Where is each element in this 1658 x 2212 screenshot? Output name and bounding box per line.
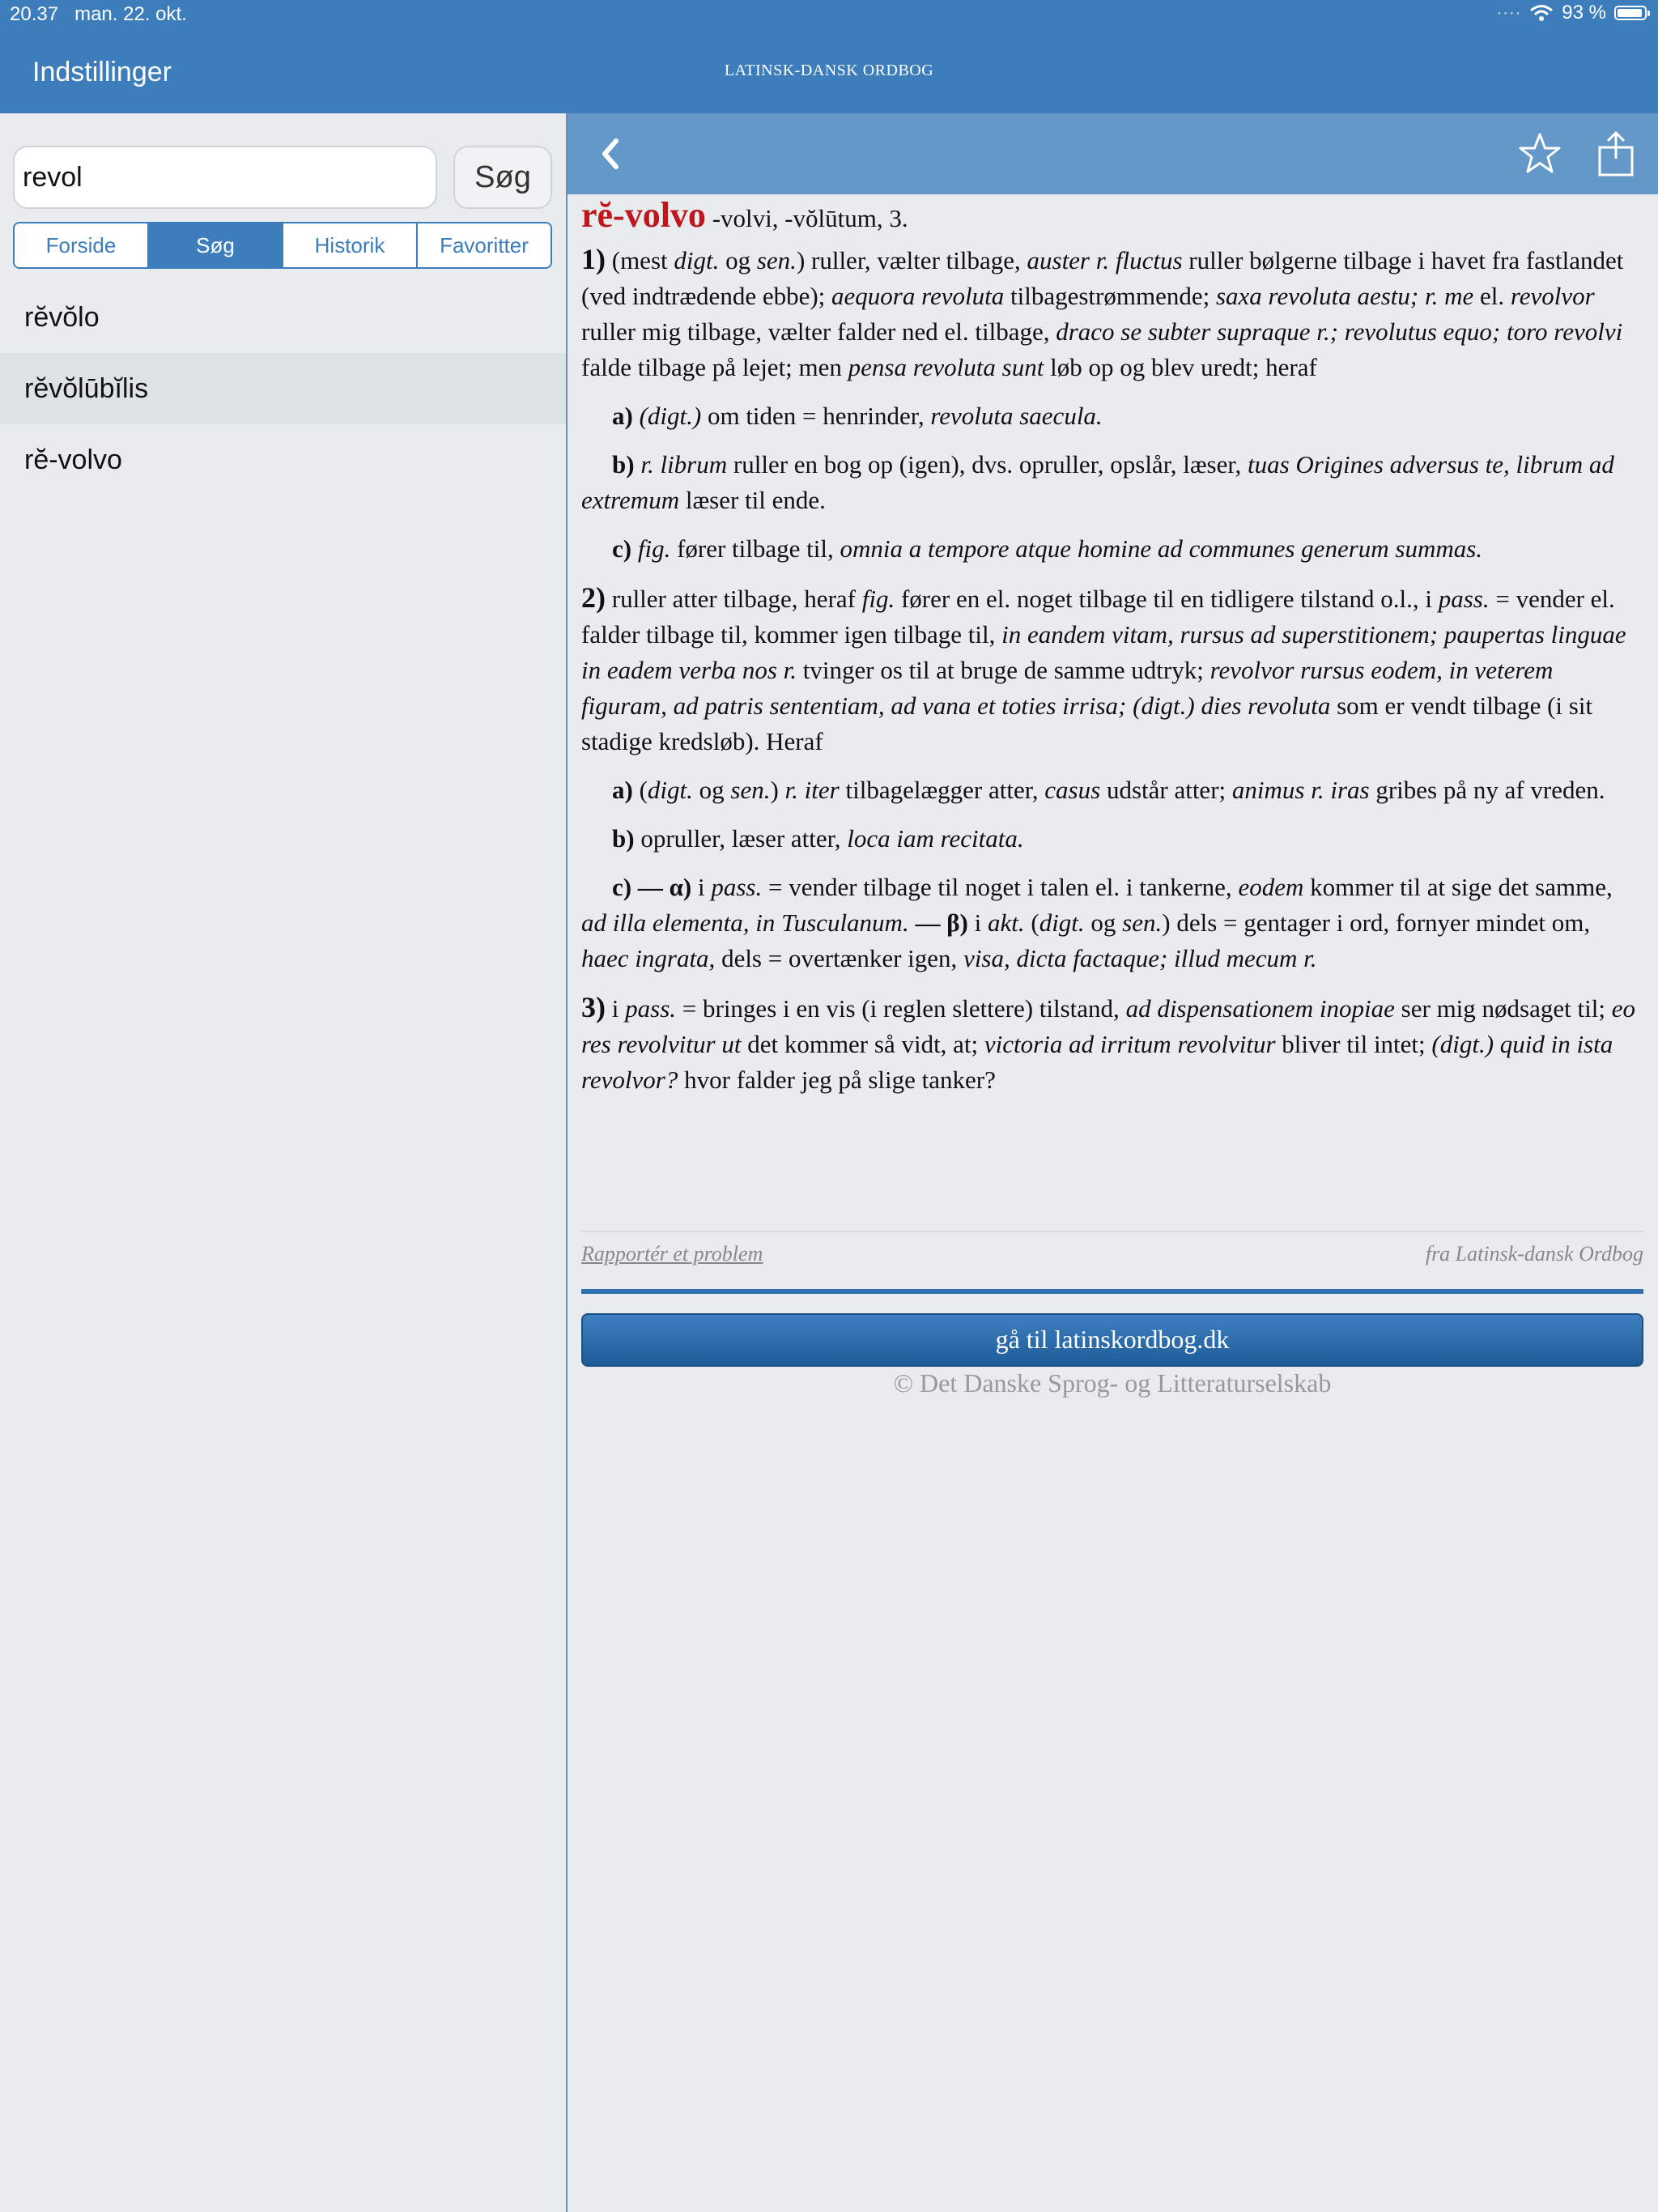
sense-3: 3) i pass. = bringes i en vis (i reglen slettere) tilstand, ad dispensationem inopiae ser mig nødsaget til; eo res revolvitur ut det kommer så vidt, at; victoria ad irritum revolvitur bliver til intet; (digt.) quid in ista revolvor? hvor falder jeg på slige tanker? [581,991,1635,1094]
result-item-revolubilis[interactable]: rĕvŏlūbĭlis [0,353,566,424]
top-header [0,0,1658,113]
panel-divider [566,113,568,2212]
sense-1: 1) (mest digt. og sen.) ruller, vælter tilbage, auster r. fluctus ruller bølgerne tilbage i havet fra fastlandet (ved indtrædende ebbe); aequora revoluta tilbagestrømmende; saxa revoluta aestu; r. me el. revolvor ruller mig tilbage, vælter falder ned el. tilbage, draco se subter supraque r.; revolutus equo; toro revolvi falde tilbage på lejet; men pensa revoluta sunt løb op og blev uredt; heraf [581,243,1624,381]
status-date: man. 22. okt. [74,3,187,25]
sense-1a: a) (digt.) om tiden = henrinder, revoluta saecula. [612,402,1103,430]
search-button[interactable]: Søg [453,146,552,209]
source-text: fra Latinsk-dansk Ordbog [1425,1242,1643,1266]
status-time: 20.37 [10,3,59,25]
tab-soeg[interactable]: Søg [147,223,282,267]
grammar-info: -volvi, -vŏlūtum, 3. [712,204,908,232]
sense-1b: b) r. librum ruller en bog op (igen), dvs. opruller, opslår, læser, tuas Origines adversus te, librum ad extremum læser til ende. [581,450,1614,514]
result-item-revolvo[interactable]: rĕ-volvo [24,444,122,475]
go-to-website-button[interactable]: gå til latinskordbog.dk [581,1313,1643,1367]
battery-icon [1614,6,1647,20]
dictionary-entry [581,195,1643,1111]
detail-toolbar [568,113,1658,194]
share-icon[interactable] [1595,130,1637,178]
star-outline-icon[interactable] [1517,131,1562,177]
tab-forside[interactable]: Forside [15,223,147,267]
divider-rule [581,1289,1643,1294]
tab-historik[interactable]: Historik [282,223,416,267]
wifi-icon [1529,4,1554,22]
entry-header [581,195,1643,236]
settings-button[interactable]: Indstillinger [32,57,172,87]
sense-2c: c) — α) i pass. = vender tilbage til noget i talen el. i tankerne, eodem kommer til at sige det samme, ad illa elementa, in Tusculanum. — β) i akt. (digt. og sen.) dels = gentager i ord, fornyer mindet om, haec ingrata, dels = overtænker igen, visa, dicta factaque; illud mecum r. [581,873,1613,972]
sense-1c: c) fig. fører tilbage til, omnia a tempore atque homine ad communes generum summas. [612,534,1483,563]
sense-2a: a) (digt. og sen.) r. iter tilbagelægger atter, casus udstår atter; animus r. iras gribes på ny af vreden. [612,776,1605,804]
search-input[interactable] [13,146,437,209]
result-item-revolo[interactable]: rĕvŏlo [24,301,100,333]
result-list [0,282,566,496]
copyright-text: © Det Danske Sprog- og Litteraturselskab [893,1368,1332,1397]
sense-2: 2) ruller atter tilbage, heraf fig. fører en el. noget tilbage til en tidligere tilstand o.l., i pass. = vender el. falder tilbage til, kommer igen tilbage til, in eandem vitam, rursus ad superstitionem; paupertas linguae in eadem verba nos r. tvinger os til at bruge de samme udtryk; revolvor rursus eodem, in veterem figuram, ad patris sententiam, ad vana et toties irrisa; (digt.) dies revoluta som er vendt tilbage (i sit stadige kredsløb). Heraf [581,581,1626,755]
chevron-left-icon[interactable] [595,136,627,172]
sense-2b: b) opruller, læser atter, loca iam recitata. [612,824,1024,853]
status-time-date [10,3,187,26]
battery-percent: 93 % [1562,2,1606,23]
status-indicators [1497,2,1647,24]
tab-favoritter[interactable]: Favoritter [416,223,551,267]
report-problem-link[interactable]: Rapportér et problem [581,1242,763,1266]
source-row [581,1231,1643,1274]
app-title: LATINSK-DANSK ORDBOG [724,62,934,79]
tab-bar [13,222,552,269]
signal-icon: ···· [1496,3,1522,22]
headword: rĕ-volvo [581,195,706,235]
